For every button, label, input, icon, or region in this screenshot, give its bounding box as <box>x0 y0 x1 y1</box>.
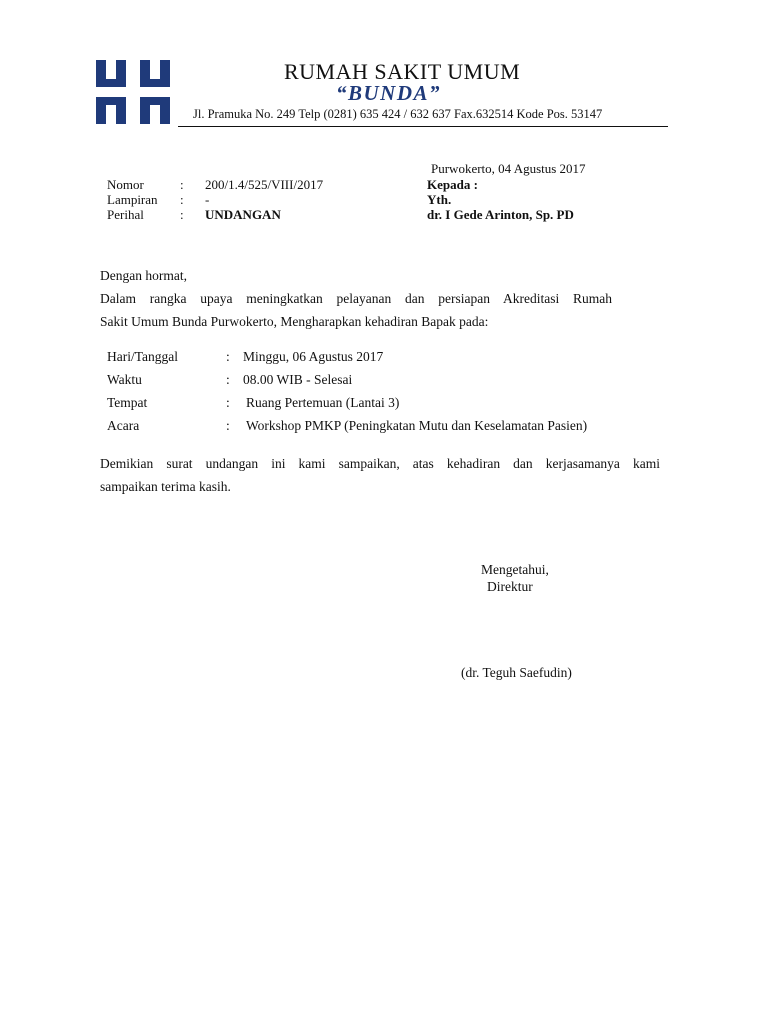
mengetahui-label: Mengetahui, <box>481 562 549 577</box>
detail-sep-acara: : <box>226 418 230 433</box>
yth-label: Yth. <box>427 192 452 207</box>
meta-sep-perihal: : <box>180 207 184 222</box>
hospital-name: RUMAH SAKIT UMUM <box>284 59 521 84</box>
intro-line-2: Sakit Umum Bunda Purwokerto, Mengharapkan kehadiran Bapak pada: <box>100 314 489 329</box>
greeting: Dengan hormat, <box>100 268 187 283</box>
closing-line-1: Demikian surat undangan ini kami sampaikan, atas kehadiran dan kerjasamanya kami <box>100 456 660 471</box>
detail-label-tempat: Tempat <box>107 395 148 410</box>
detail-sep-waktu: : <box>226 372 230 387</box>
meta-sep-nomor: : <box>180 177 184 192</box>
detail-value-waktu: 08.00 WIB - Selesai <box>243 372 353 387</box>
meta-value-perihal: UNDANGAN <box>205 207 281 222</box>
meta-value-lampiran: - <box>205 192 210 207</box>
signatory-position: Direktur <box>487 579 533 594</box>
header-divider <box>178 126 668 127</box>
detail-value-tempat: Ruang Pertemuan (Lantai 3) <box>246 395 400 410</box>
kepada-label: Kepada : <box>427 177 478 192</box>
closing-line-2: sampaikan terima kasih. <box>100 479 231 494</box>
detail-value-acara: Workshop PMKP (Peningkatan Mutu dan Keselamatan Pasien) <box>246 418 588 433</box>
meta-label-perihal: Perihal <box>107 207 144 222</box>
meta-value-nomor: 200/1.4/525/VIII/2017 <box>205 177 324 192</box>
signatory-name: (dr. Teguh Saefudin) <box>461 665 572 680</box>
detail-label-waktu: Waktu <box>107 372 142 387</box>
detail-value-hari: Minggu, 06 Agustus 2017 <box>243 349 384 364</box>
meta-sep-lampiran: : <box>180 192 184 207</box>
meta-label-nomor: Nomor <box>107 177 144 192</box>
place-date: Purwokerto, 04 Agustus 2017 <box>431 161 586 176</box>
intro-line-1: Dalam rangka upaya meningkatkan pelayanan dan persiapan Akreditasi Rumah <box>100 291 612 306</box>
detail-label-acara: Acara <box>107 418 140 433</box>
detail-sep-hari: : <box>226 349 230 364</box>
detail-sep-tempat: : <box>226 395 230 410</box>
hospital-subtitle: “BUNDA” <box>336 81 442 105</box>
detail-label-hari: Hari/Tanggal <box>107 349 179 364</box>
hospital-address: Jl. Pramuka No. 249 Telp (0281) 635 424 / 632 637 Fax.632514 Kode Pos. 53147 <box>193 107 603 121</box>
meta-label-lampiran: Lampiran <box>107 192 158 207</box>
recipient-name: dr. I Gede Arinton, Sp. PD <box>427 207 574 222</box>
hospital-cross-logo <box>96 60 170 124</box>
